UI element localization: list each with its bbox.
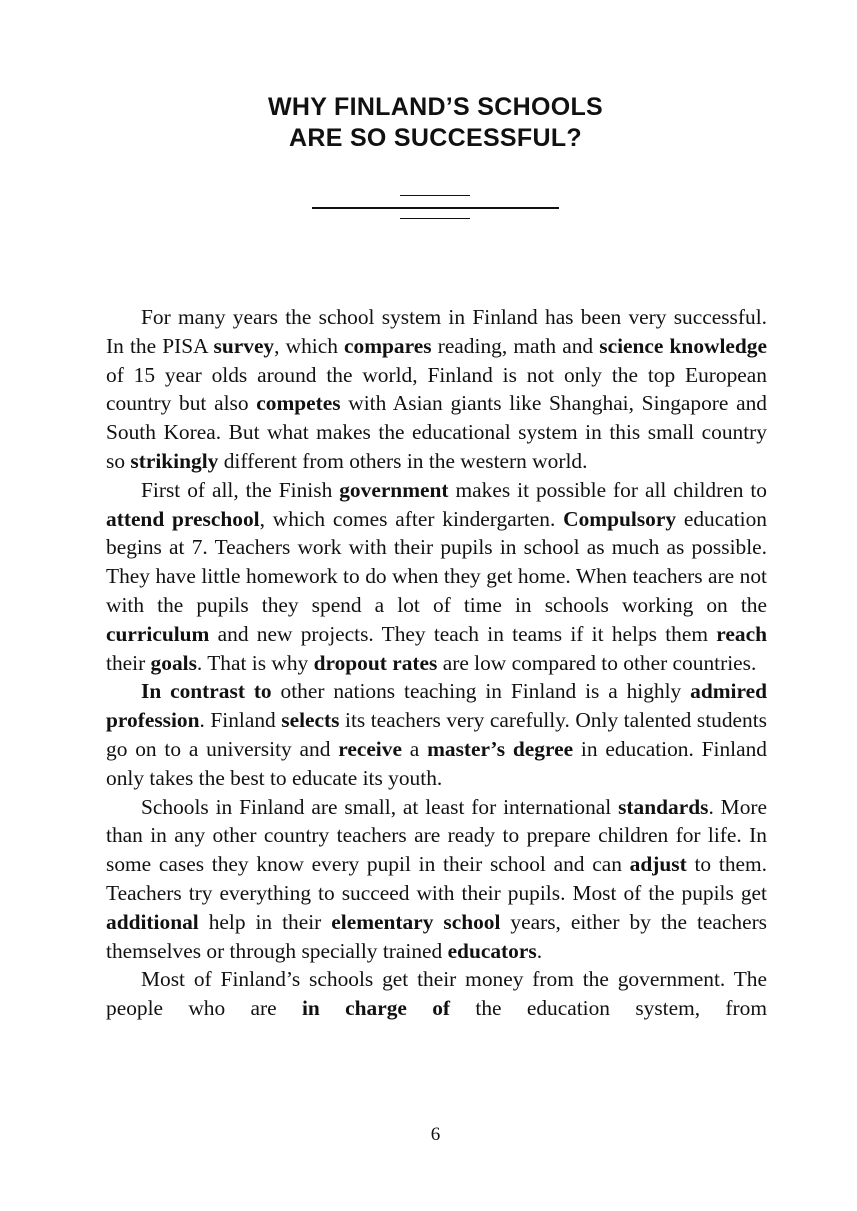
title-line-1: WHY FINLAND’S SCHOOLS: [267, 93, 603, 121]
bold-term: dropout rates: [313, 650, 438, 675]
text-run: reading, math and: [431, 333, 600, 358]
text-run: with Asian giants like Shanghai, Singapore and South Korea. But what makes the educational system in this small country so: [106, 391, 767, 473]
text-run: other nations teaching in Finland is a highly: [271, 679, 691, 704]
bold-term: In contrast to: [141, 679, 272, 704]
text-run: First of all, the Finish: [141, 477, 340, 502]
ornament-rule-bottom: [400, 218, 470, 219]
text-run: to them. Teachers try everything to succeed with their pupils. Most of the pupils get: [106, 852, 767, 905]
text-run: are low compared to other countries.: [437, 650, 757, 675]
bold-term: master’s degree: [427, 736, 574, 761]
text-run: , which: [274, 333, 345, 358]
bold-term: compares: [344, 333, 432, 358]
bold-term: strikingly: [130, 448, 219, 473]
bold-term: competes: [256, 391, 341, 416]
page-title: [0, 92, 857, 154]
bold-term: in charge of: [301, 996, 451, 1021]
text-run: . That is why: [196, 650, 314, 675]
text-run: its teachers very carefully. Only talented students go on to a university and: [106, 708, 768, 761]
bold-term: admired profession: [106, 679, 767, 733]
text-run: . More than in any other country teachers are ready to prepare children for life. In some cases they know every pupil in their school and can: [106, 794, 768, 877]
text-run: makes it possible for all children to: [448, 477, 767, 502]
bold-term: educators: [447, 938, 537, 963]
bold-term: adjust: [629, 852, 687, 877]
paragraph: [106, 476, 767, 678]
text-run: and new projects. They teach in teams if it helps them: [209, 621, 717, 646]
bold-term: receive: [338, 736, 402, 761]
text-run: the education system, from: [450, 996, 767, 1021]
bold-term: standards: [618, 794, 709, 819]
text-run: .: [536, 938, 543, 963]
text-run: years, either by the teachers themselves or through specially trained: [106, 909, 768, 963]
paragraph: [106, 677, 767, 792]
bold-term: attend preschool: [106, 506, 260, 531]
bold-term: survey: [213, 333, 275, 358]
bold-term: Compulsory: [563, 506, 677, 531]
text-run: Schools in Finland are small, at least for international: [141, 794, 619, 819]
bold-term: reach: [716, 621, 767, 646]
paragraph: [106, 793, 767, 966]
text-run: , which comes after kindergarten.: [259, 506, 564, 531]
text-run: For many years the school system in Finland has been very successful. In the PISA: [106, 305, 767, 358]
ornament-rule-top: [400, 195, 470, 196]
bold-term: elementary school: [331, 909, 501, 934]
text-run: education begins at 7. Teachers work with their pupils in school as much as possible. They have little homework to do when they get home. When teachers are not with the pupils they spend a lot of time in schools working on the: [106, 506, 768, 617]
bold-term: curriculum: [106, 621, 210, 646]
bold-term: additional: [106, 909, 199, 934]
text-run: . Finland: [199, 708, 282, 733]
text-run: of 15 year olds around the world, Finland is not only the top European country but also: [106, 362, 767, 416]
bold-term: science knowledge: [599, 333, 767, 358]
ornament-rule-middle: [312, 207, 559, 209]
text-run: help in their: [198, 909, 332, 934]
paragraph: [106, 303, 767, 476]
text-run: Most of Finland’s schools get their money from the government. The people who are: [106, 967, 767, 1021]
bold-term: government: [339, 477, 449, 502]
text-run: a: [401, 736, 428, 761]
body-text: [106, 303, 767, 1023]
text-run: in education. Finland only takes the best to educate its youth.: [106, 736, 767, 790]
paragraph: [106, 965, 767, 1023]
text-run: their: [106, 650, 151, 675]
bold-term: selects: [281, 708, 340, 733]
text-run: different from others in the western world.: [218, 448, 588, 473]
title-line-2: ARE SO SUCCESSFUL?: [289, 124, 582, 152]
page-number: 6: [430, 1124, 441, 1145]
bold-term: goals: [150, 650, 197, 675]
